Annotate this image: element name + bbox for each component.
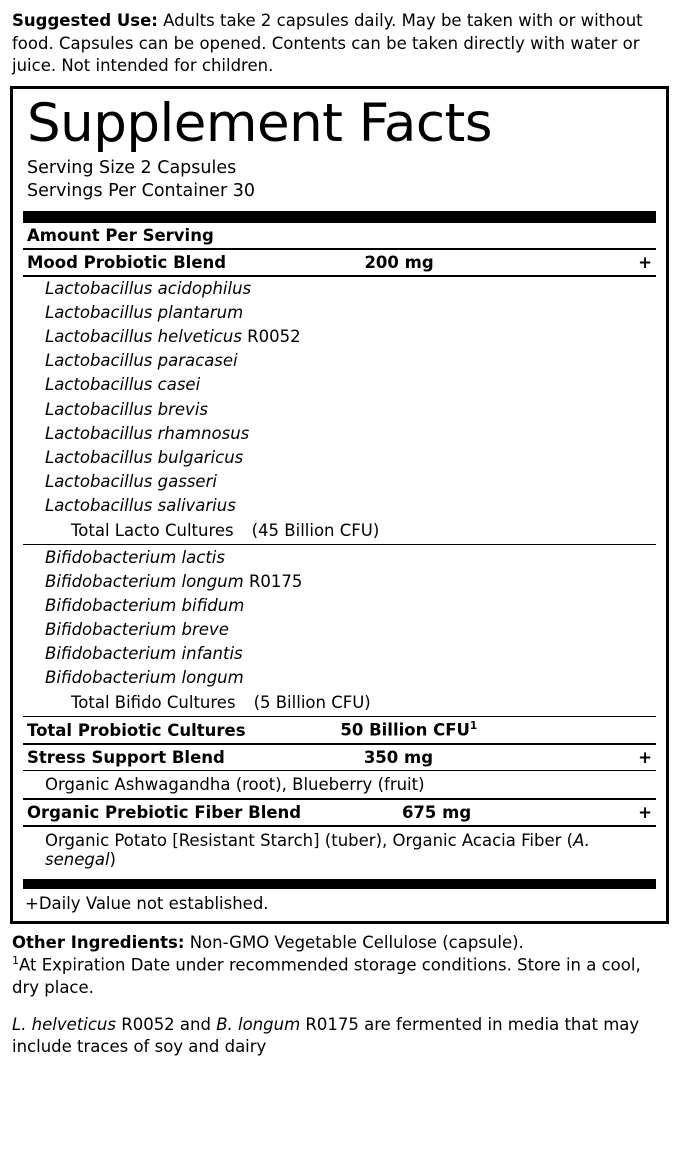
strain-name: Bifidobacterium longum xyxy=(45,571,244,591)
total-probiotic-amount-value: 50 Billion CFU xyxy=(340,720,470,740)
strain-name: Lactobacillus bulgaricus xyxy=(45,447,244,467)
strain-name: Lactobacillus gasseri xyxy=(45,471,217,491)
expiration-note xyxy=(12,954,669,999)
strain-name: Lactobacillus rhamnosus xyxy=(45,423,250,443)
list-item xyxy=(23,494,656,518)
lacto-total-cfu: (45 Billion CFU) xyxy=(251,520,380,540)
list-item xyxy=(23,373,656,397)
strain-name: Lactobacillus brevis xyxy=(45,399,209,419)
strain-name: Lactobacillus plantarum xyxy=(45,303,244,323)
strain-name: Bifidobacterium longum xyxy=(45,668,244,688)
bifido-strain-list xyxy=(23,545,656,690)
fiber-ingredients-pre: Organic Potato [Resistant Starch] (tuber), Organic Acacia Fiber ( xyxy=(45,830,574,850)
other-ingredients-line xyxy=(12,932,669,954)
list-item xyxy=(23,325,656,349)
strain-name: Lactobacillus paracasei xyxy=(45,351,238,371)
blend-name: Mood Probiotic Blend xyxy=(27,253,227,273)
list-item xyxy=(23,617,656,641)
list-item xyxy=(23,445,656,469)
strain-name: Lactobacillus casei xyxy=(45,375,201,395)
daily-value-note: +Daily Value not established. xyxy=(25,893,269,913)
blend-row-mood-probiotic xyxy=(23,250,656,275)
fiber-blend-ingredients xyxy=(23,827,656,873)
blend-daily-value: + xyxy=(638,803,652,823)
list-item xyxy=(23,469,656,493)
list-item xyxy=(23,277,656,301)
bifido-total-label: Total Bifido Cultures xyxy=(71,692,236,712)
lacto-total-row xyxy=(23,518,656,544)
blend-row-stress-support xyxy=(23,745,656,770)
blend-amount: 200 mg xyxy=(364,253,434,273)
other-ingredients-text: Non-GMO Vegetable Cellulose (capsule). xyxy=(184,932,524,952)
suggested-use-text: Adults take 2 capsules daily. May be taken with or without food. Capsules can be opened. Contents can be taken directly with water or juice. Not intended for children. xyxy=(12,11,643,76)
fermentation-mid-text: R0052 and xyxy=(115,1014,217,1034)
fermentation-note xyxy=(12,1014,669,1059)
list-item xyxy=(23,593,656,617)
fermentation-species-2: B. longum xyxy=(216,1014,301,1034)
list-item xyxy=(23,349,656,373)
total-probiotic-footnote-mark: 1 xyxy=(469,720,478,733)
bifido-total-row xyxy=(23,690,656,716)
list-item xyxy=(23,397,656,421)
blend-row-prebiotic-fiber xyxy=(23,800,656,825)
blend-daily-value: + xyxy=(638,253,652,273)
strain-code: R0175 xyxy=(243,571,303,591)
stress-blend-ingredients: Organic Ashwagandha (root), Blueberry (fruit) xyxy=(45,775,425,795)
blend-name: Stress Support Blend xyxy=(27,747,225,767)
list-item xyxy=(23,301,656,325)
suggested-use-label: Suggested Use: xyxy=(12,11,158,30)
panel-title: Supplement Facts xyxy=(27,92,492,154)
strain-name: Lactobacillus salivarius xyxy=(45,496,236,515)
footer-notes xyxy=(12,932,669,1059)
strain-name: Bifidobacterium bifidum xyxy=(45,595,245,615)
strain-code: R0052 xyxy=(241,327,301,347)
serving-size: Serving Size 2 Capsules xyxy=(27,157,237,178)
expiration-note-text: At Expiration Date under recommended storage conditions. Store in a cool, dry place. xyxy=(12,955,641,998)
divider-thick-bottom xyxy=(23,879,656,889)
blend-amount: 350 mg xyxy=(363,747,434,767)
amount-per-serving-header: Amount Per Serving xyxy=(27,226,214,246)
list-item xyxy=(23,569,656,593)
divider-thick-top xyxy=(23,211,656,223)
lacto-strain-list xyxy=(23,277,656,518)
total-probiotic-amount xyxy=(246,720,624,740)
fermentation-species-1: L. helveticus xyxy=(12,1014,116,1034)
expiration-footnote-mark: 1 xyxy=(12,954,19,968)
strain-name: Lactobacillus acidophilus xyxy=(45,279,252,299)
fiber-ingredients-species: A. senegal xyxy=(45,830,590,869)
lacto-total-label: Total Lacto Cultures xyxy=(71,520,234,540)
strain-name: Lactobacillus helveticus xyxy=(45,327,242,347)
strain-name: Bifidobacterium breve xyxy=(45,619,229,639)
strain-name: Bifidobacterium lactis xyxy=(45,547,225,567)
blend-daily-value: + xyxy=(638,747,652,767)
strain-name: Bifidobacterium infantis xyxy=(45,644,243,664)
suggested-use-paragraph xyxy=(12,10,669,78)
supplement-facts-panel xyxy=(10,86,669,924)
blend-amount: 675 mg xyxy=(401,803,472,823)
list-item xyxy=(23,421,656,445)
total-probiotic-row xyxy=(23,717,656,743)
list-item xyxy=(23,666,656,690)
other-ingredients-label: Other Ingredients: xyxy=(12,932,185,952)
fermentation-end-text: R0175 are fermented in media that may include traces of soy and dairy xyxy=(12,1014,640,1057)
list-item xyxy=(23,642,656,666)
list-item xyxy=(23,545,656,569)
bifido-total-cfu: (5 Billion CFU) xyxy=(253,692,371,712)
servings-per-container: Servings Per Container 30 xyxy=(27,180,255,201)
fiber-ingredients-post: ) xyxy=(109,849,116,869)
total-probiotic-label: Total Probiotic Cultures xyxy=(27,720,246,740)
blend-name: Organic Prebiotic Fiber Blend xyxy=(27,803,302,823)
